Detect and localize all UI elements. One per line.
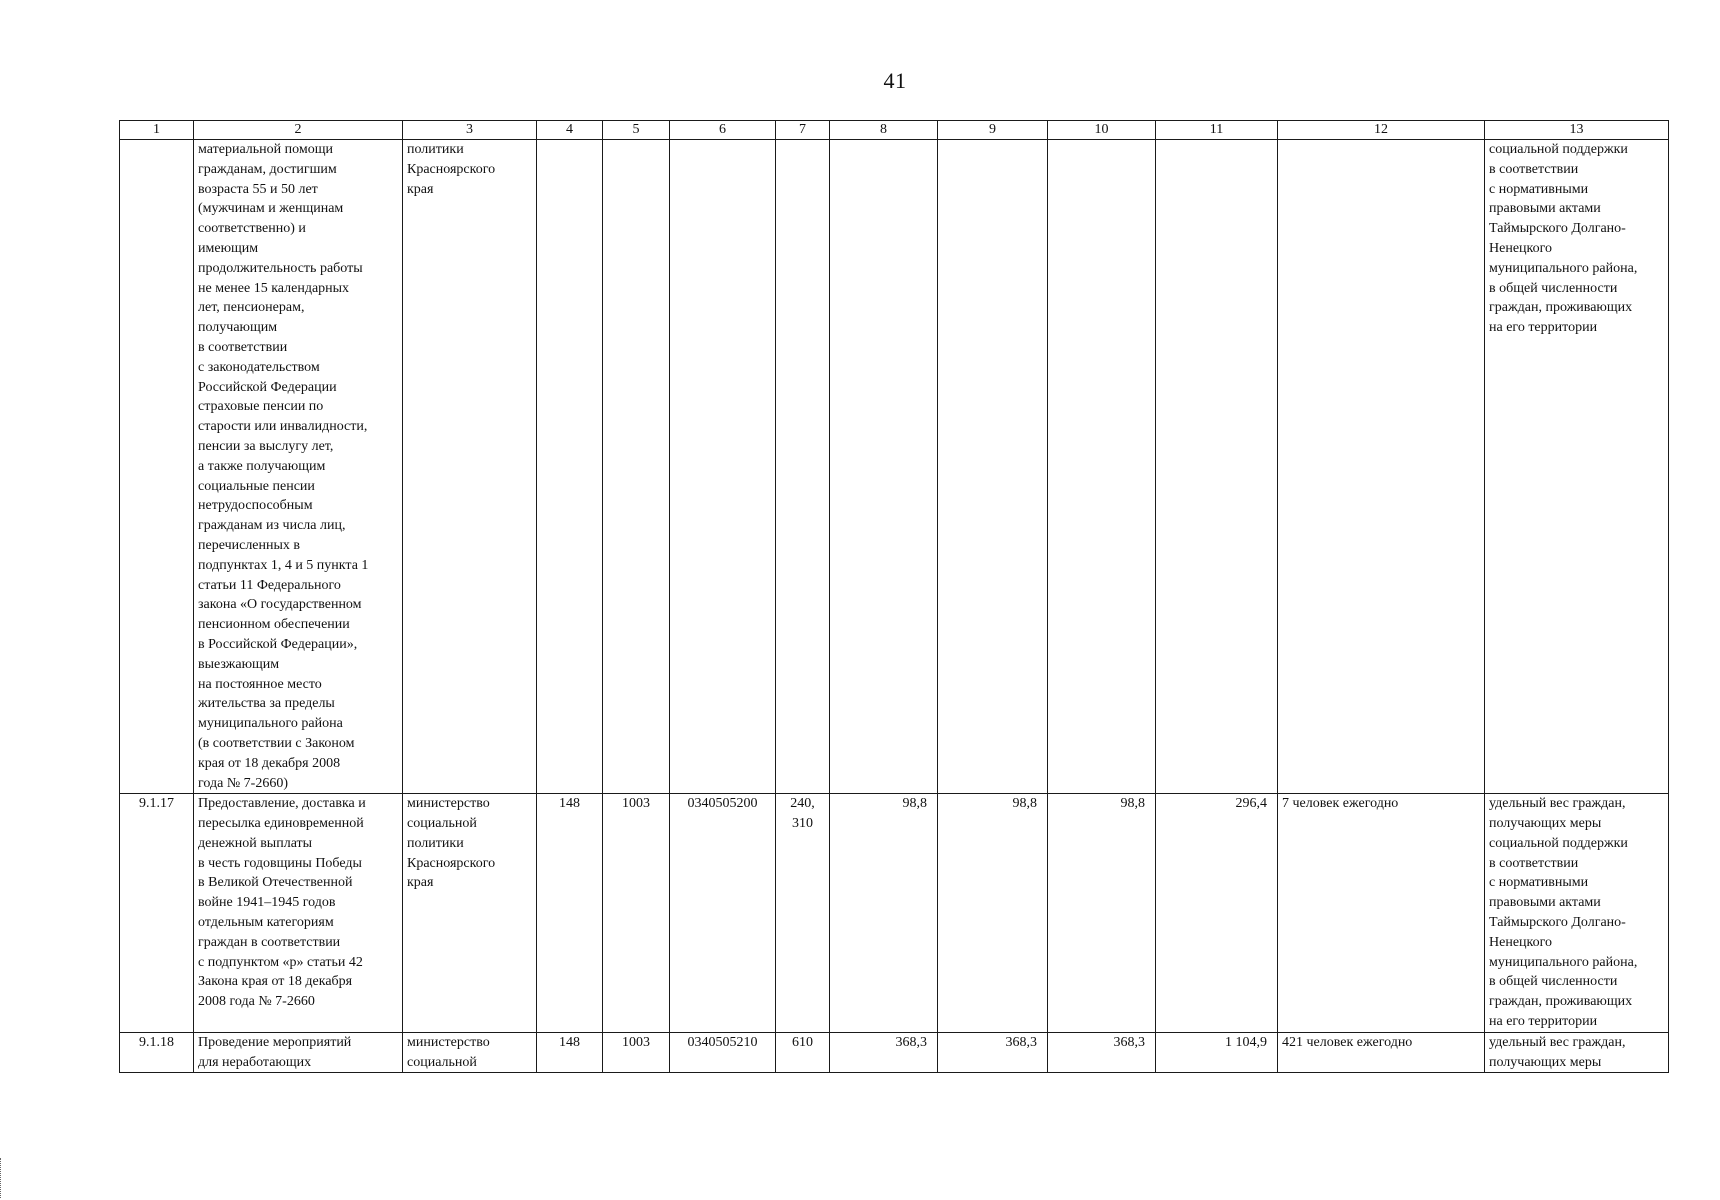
amount-total: 296,4 — [1156, 794, 1278, 1033]
target-article-code — [670, 140, 776, 794]
section-code: 1003 — [603, 1032, 670, 1073]
grbs-code — [537, 140, 603, 794]
column-header: 3 — [403, 121, 537, 140]
column-header: 9 — [938, 121, 1048, 140]
executor: политики Красноярского края — [403, 140, 537, 794]
expected-result: 421 человек ежегодно — [1278, 1032, 1485, 1073]
executor: министерство социальной политики Красноярского края — [403, 794, 537, 1033]
grbs-code: 148 — [537, 794, 603, 1033]
measure-name: материальной помощи гражданам, достигшим возраста 55 и 50 лет (мужчинам и женщинам соответственно) и имеющим продолжительность работы не менее 15 календарных лет, пенсионерам, получающим в соответствии с законодательством Российской Федерации страховые пенсии по старости или инвалидности, пенсии за выслугу лет, а также получающим социальные пенсии нетрудоспособным гражданам из числа лиц, перечисленных в подпунктах 1, 4 и 5 пункта 1 статьи 11 Федерального закона «О государственном пенсионном обеспечении в Российской Федерации», выезжающим на постоянное место жительства за пределы муниципального района (в соответствии с Законом края от 18 декабря 2008 года № 7-2660) — [194, 140, 403, 794]
indicator: удельный вес граждан, получающих меры социальной поддержки в соответствии с нормативными правовыми актами Таймырского Долгано- Ненецкого муниципального района, в общей численности граждан, проживающих на его территории — [1485, 794, 1669, 1033]
table-row — [120, 1032, 1669, 1073]
amount-year-1 — [830, 140, 938, 794]
amount-year-2: 98,8 — [938, 794, 1048, 1033]
amount-year-1: 98,8 — [830, 794, 938, 1033]
column-header: 2 — [194, 121, 403, 140]
column-header: 7 — [776, 121, 830, 140]
column-header: 8 — [830, 121, 938, 140]
row-number: 9.1.18 — [120, 1032, 194, 1073]
target-article-code: 0340505200 — [670, 794, 776, 1033]
amount-year-1: 368,3 — [830, 1032, 938, 1073]
column-header: 12 — [1278, 121, 1485, 140]
measure-name: Проведение мероприятий для неработающих — [194, 1032, 403, 1073]
expense-type-code — [776, 140, 830, 794]
program-measures-table — [119, 120, 1669, 1073]
amount-year-2 — [938, 140, 1048, 794]
row-number: 9.1.17 — [120, 794, 194, 1033]
column-header: 10 — [1048, 121, 1156, 140]
indicator: удельный вес граждан, получающих меры — [1485, 1032, 1669, 1073]
amount-year-2: 368,3 — [938, 1032, 1048, 1073]
page-number: 41 — [883, 68, 907, 93]
column-header: 6 — [670, 121, 776, 140]
section-code — [603, 140, 670, 794]
amount-year-3 — [1048, 140, 1156, 794]
column-header: 1 — [120, 121, 194, 140]
expense-type-code: 240, 310 — [776, 794, 830, 1033]
section-code: 1003 — [603, 794, 670, 1033]
grbs-code: 148 — [537, 1032, 603, 1073]
column-number-header-row — [120, 121, 1669, 140]
indicator: социальной поддержки в соответствии с нормативными правовыми актами Таймырского Долгано- Ненецкого муниципального района, в общей численности граждан, проживающих на его территории — [1485, 140, 1669, 794]
expected-result: 7 человек ежегодно — [1278, 794, 1485, 1033]
column-header: 5 — [603, 121, 670, 140]
expense-type-code: 610 — [776, 1032, 830, 1073]
scan-edge-mark — [0, 1158, 5, 1198]
amount-total — [1156, 140, 1278, 794]
target-article-code: 0340505210 — [670, 1032, 776, 1073]
measure-name: Предоставление, доставка и пересылка единовременной денежной выплаты в честь годовщины Победы в Великой Отечественной войне 1941–1945 годов отдельным категориям граждан в соответствии с подпунктом «р» статьи 42 Закона края от 18 декабря 2008 года № 7-2660 — [194, 794, 403, 1033]
row-number — [120, 140, 194, 794]
column-header: 4 — [537, 121, 603, 140]
amount-total: 1 104,9 — [1156, 1032, 1278, 1073]
column-header: 11 — [1156, 121, 1278, 140]
table-row — [120, 140, 1669, 794]
executor: министерство социальной — [403, 1032, 537, 1073]
column-header: 13 — [1485, 121, 1669, 140]
amount-year-3: 368,3 — [1048, 1032, 1156, 1073]
expected-result — [1278, 140, 1485, 794]
amount-year-3: 98,8 — [1048, 794, 1156, 1033]
table-row — [120, 794, 1669, 1033]
